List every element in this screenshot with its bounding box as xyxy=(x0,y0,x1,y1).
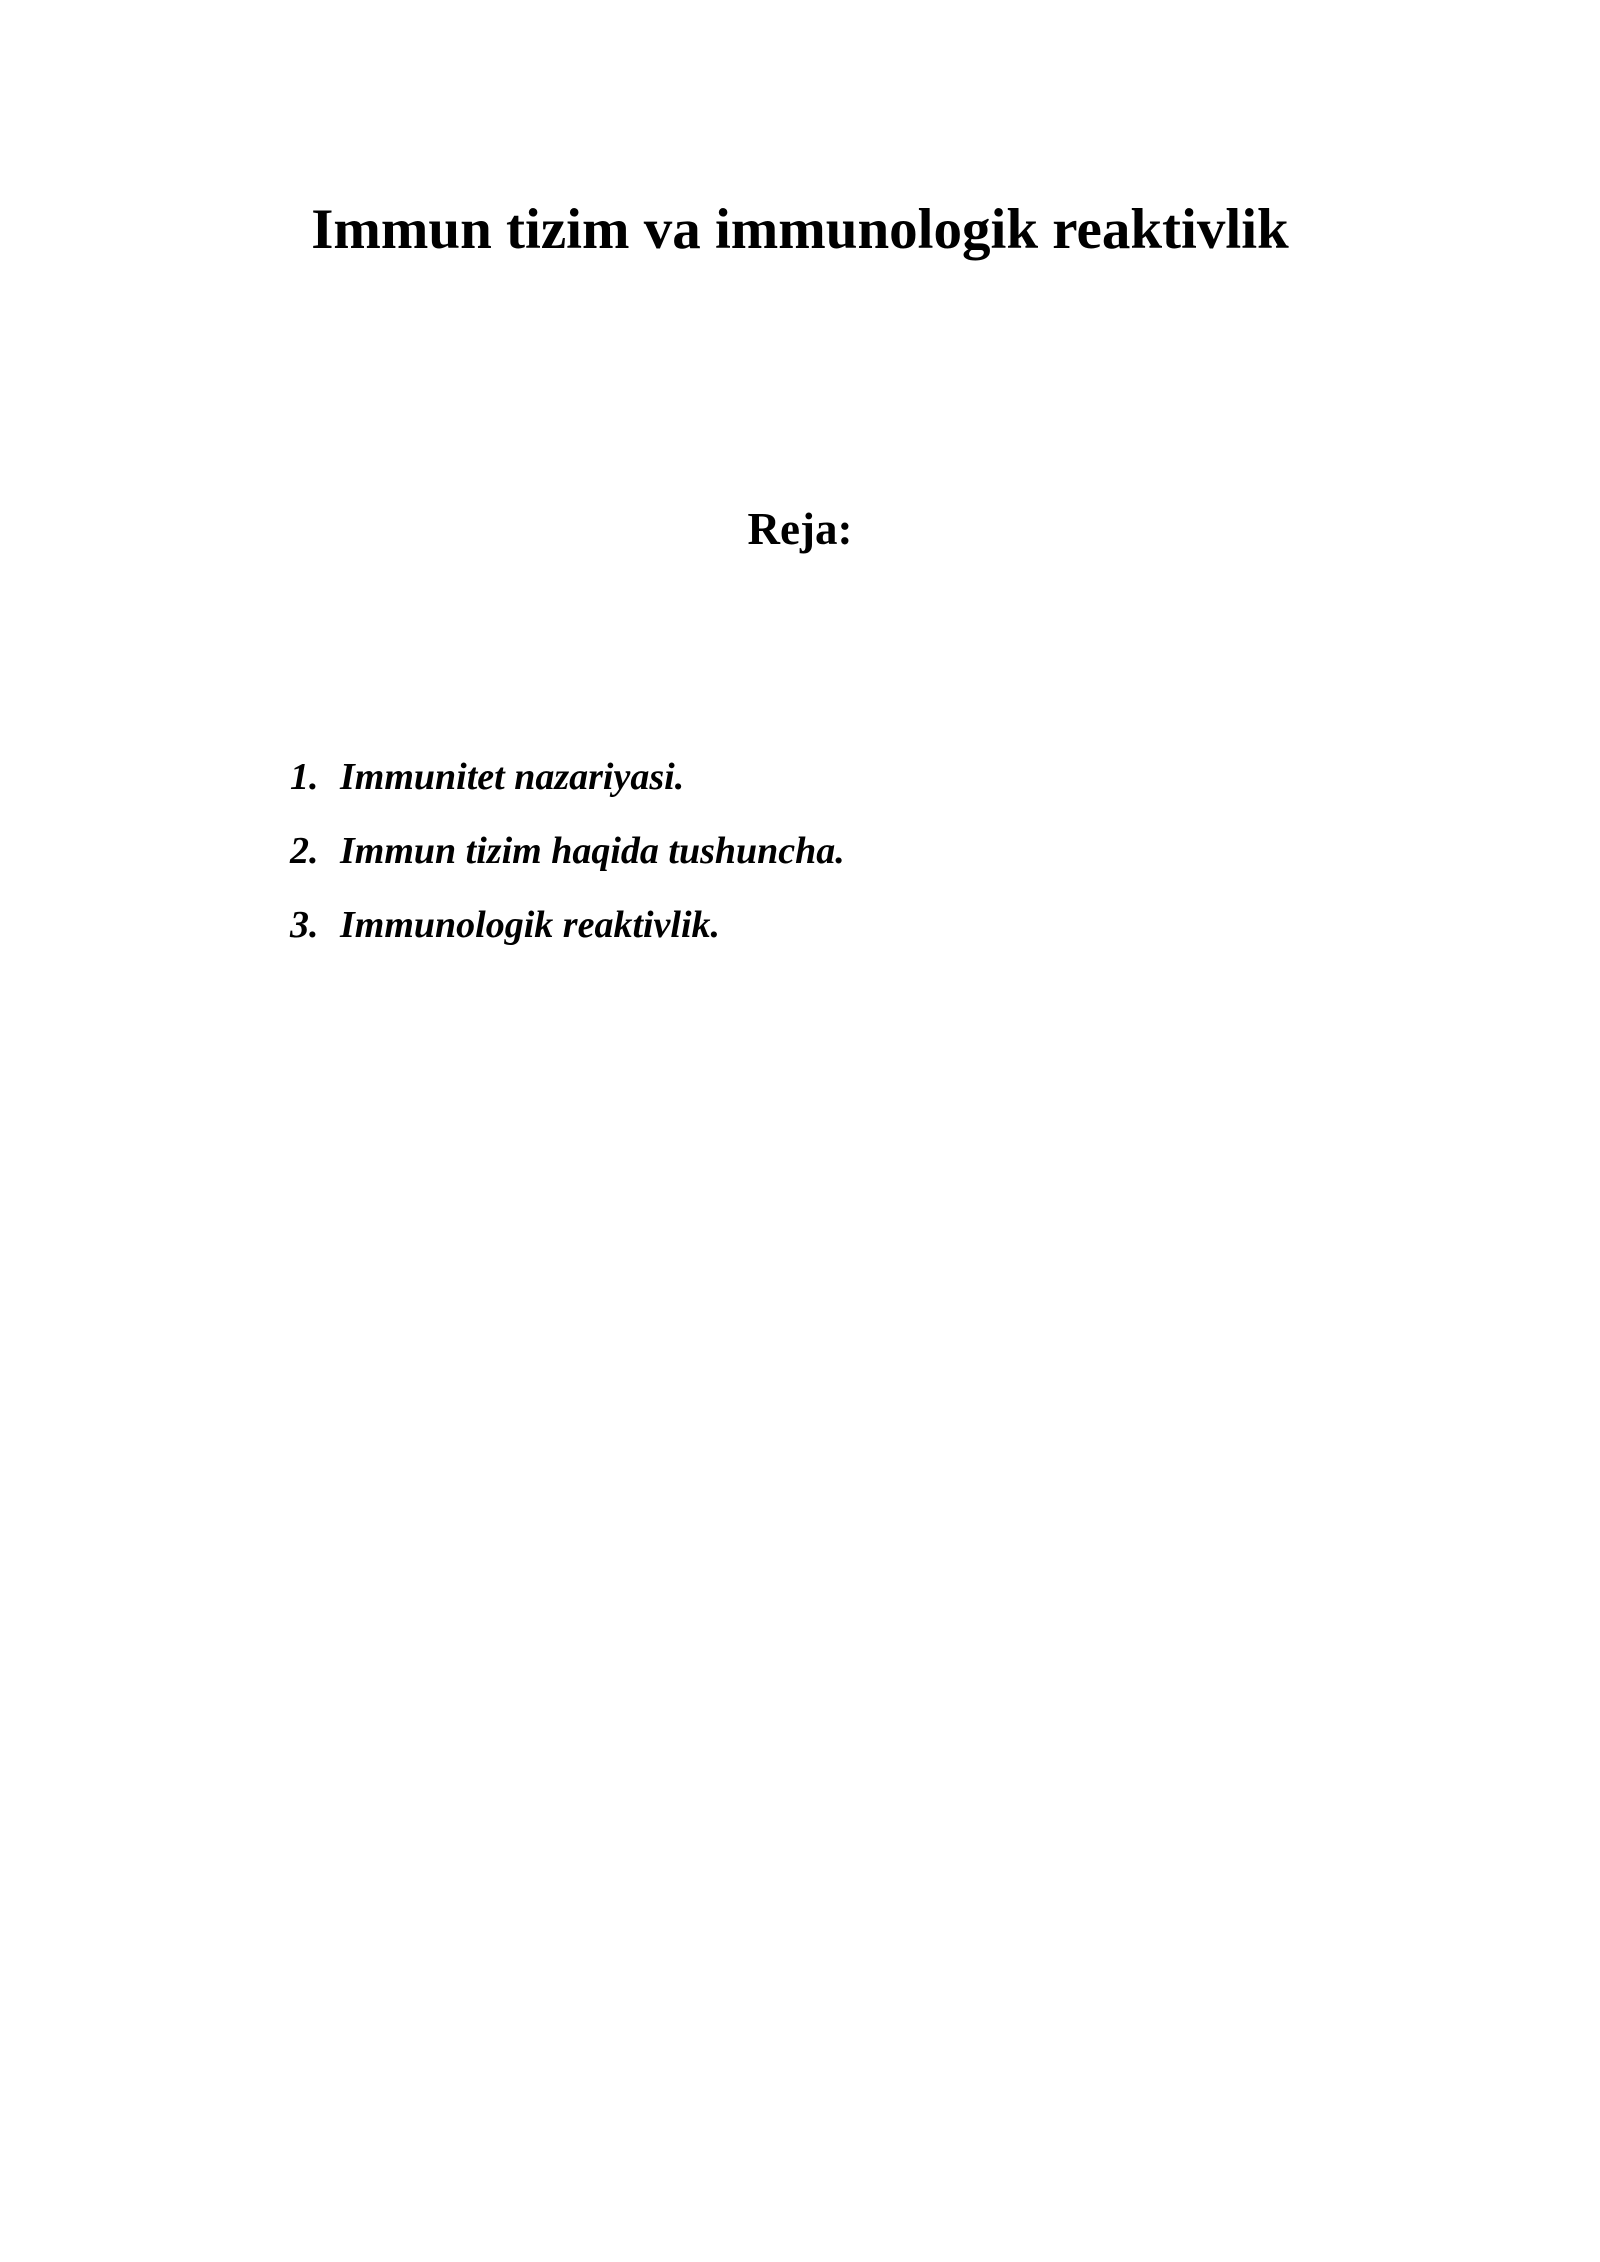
plan-item-2 xyxy=(290,826,845,876)
plan-item-number: 2. xyxy=(290,830,319,872)
plan-item-number: 1. xyxy=(290,756,319,798)
plan-heading: Reja: xyxy=(747,504,853,554)
plan-item-text: Immunologik reaktivlik. xyxy=(340,904,721,946)
plan-item-3 xyxy=(290,900,845,950)
plan-item-text: Immunitet nazariyasi. xyxy=(340,756,685,798)
plan-item-1 xyxy=(290,752,845,802)
plan-item-number: 3. xyxy=(290,904,319,946)
page-title: Immun tizim va immunologik reaktivlik xyxy=(311,198,1289,261)
plan-list xyxy=(290,752,845,974)
plan-item-text: Immun tizim haqida tushuncha. xyxy=(340,830,845,872)
